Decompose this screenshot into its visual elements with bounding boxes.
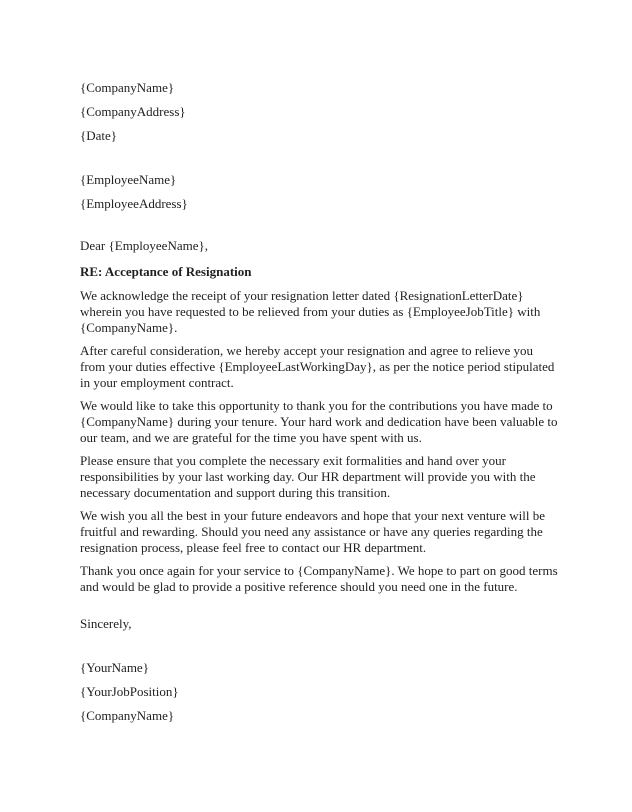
recipient-block bbox=[80, 172, 558, 212]
signature-your-job-position-placeholder: {YourJobPosition} bbox=[80, 684, 179, 699]
sender-company-name-placeholder: {CompanyName} bbox=[80, 80, 175, 95]
signature-your-name-placeholder: {YourName} bbox=[80, 660, 149, 675]
sender-company-address-placeholder: {CompanyAddress} bbox=[80, 104, 186, 119]
letter-date-placeholder: {Date} bbox=[80, 128, 118, 143]
paragraph-acceptance: After careful consideration, we hereby accept your resignation and agree to relieve you from your duties effective {EmployeeLastWorkingDay}, as per the notice period stipulated in your employment contract. bbox=[80, 343, 555, 390]
employee-name-placeholder: {EmployeeName} bbox=[80, 172, 177, 187]
paragraph-acknowledgement: We acknowledge the receipt of your resignation letter dated {ResignationLetterDate} wherein you have requested to be relieved from your duties as {EmployeeJobTitle} with {CompanyName}. bbox=[80, 288, 541, 335]
signature-company-name-placeholder: {CompanyName} bbox=[80, 708, 175, 723]
salutation-line: Dear {EmployeeName}, bbox=[80, 238, 208, 253]
closing-line: Sincerely, bbox=[80, 616, 132, 631]
subject-line: RE: Acceptance of Resignation bbox=[80, 264, 252, 279]
paragraph-exit-formalities: Please ensure that you complete the necessary exit formalities and hand over your responsibilities by your last working day. Our HR department will provide you with the necessary documentation and support during this transition. bbox=[80, 453, 536, 500]
paragraph-thanks: We would like to take this opportunity to thank you for the contributions you have made to {CompanyName} during your tenure. Your hard work and dedication have been valuable to our team, and we are grateful for the time you have spent with us. bbox=[80, 398, 558, 445]
paragraph-best-wishes: We wish you all the best in your future endeavors and hope that your next venture will be fruitful and rewarding. Should you need any assistance or have any queries regarding the resignation process, please feel free to contact our HR department. bbox=[80, 508, 546, 555]
employee-address-placeholder: {EmployeeAddress} bbox=[80, 196, 188, 211]
sender-block bbox=[80, 80, 558, 144]
paragraph-final-thanks: Thank you once again for your service to {CompanyName}. We hope to part on good terms and would be glad to provide a positive reference should you need one in the future. bbox=[80, 563, 558, 594]
signature-block bbox=[80, 660, 558, 724]
